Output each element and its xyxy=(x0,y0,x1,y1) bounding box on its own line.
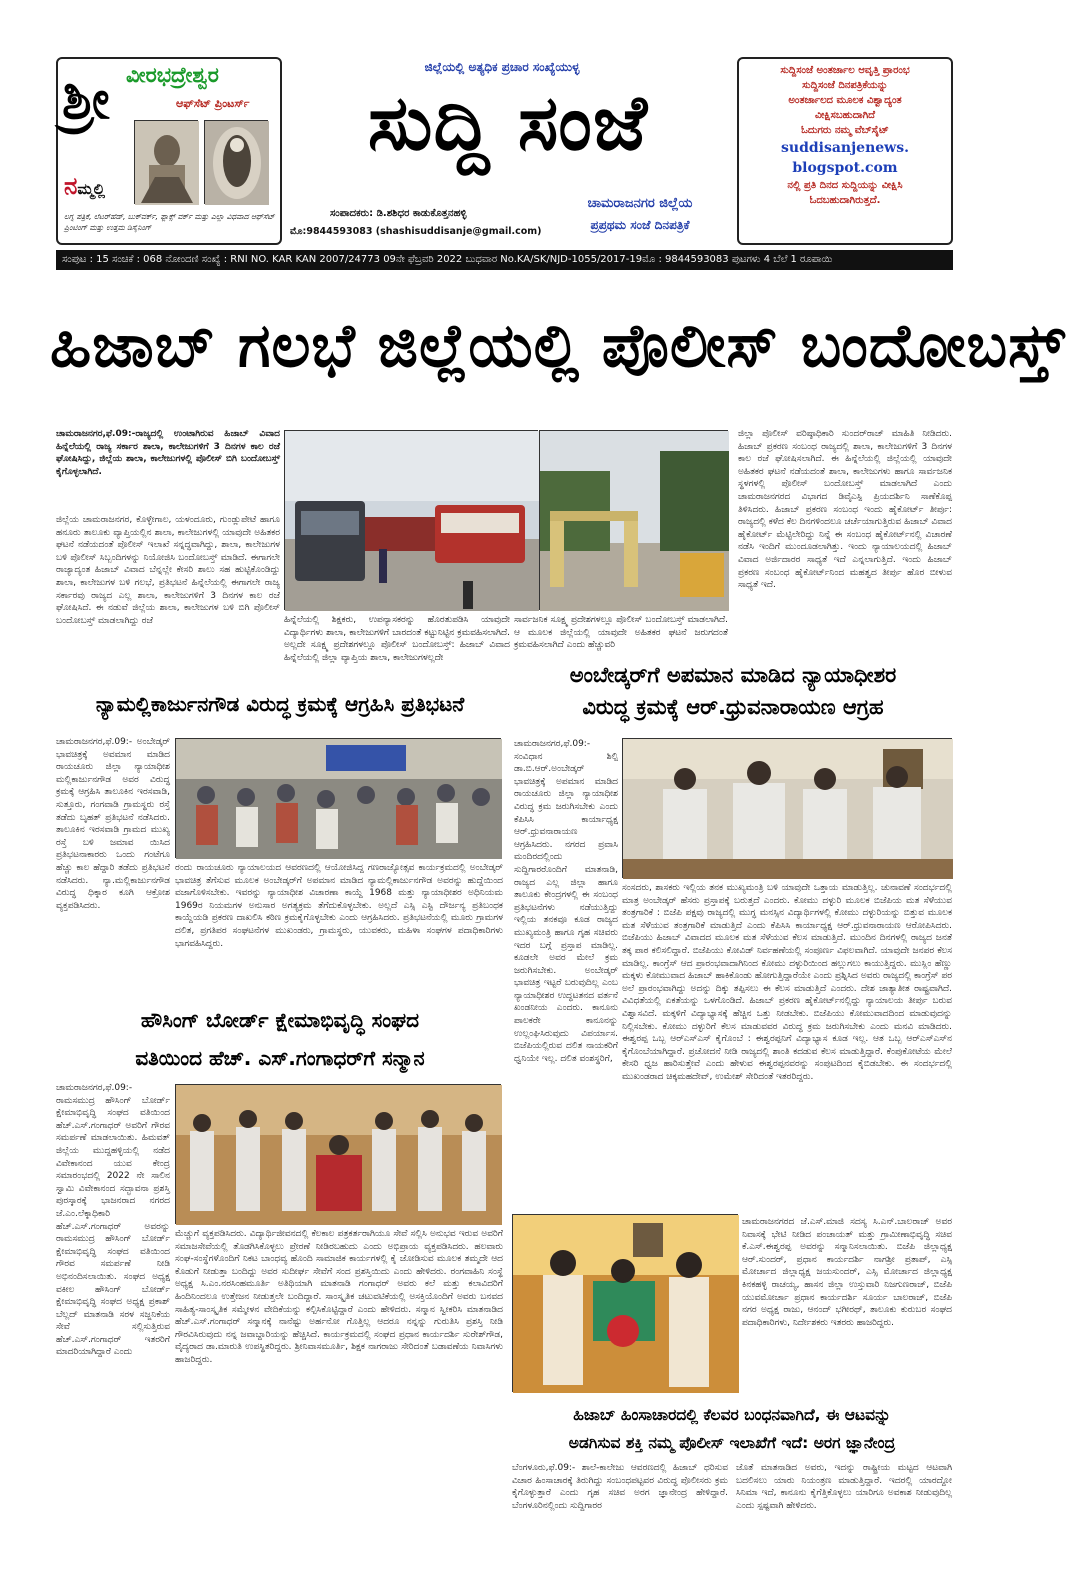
namm-text-rest: ಮ್ಮಲ್ಲಿ xyxy=(77,180,106,198)
story6-headline-line-1: ಹಿಜಾಬ್ ಹಿಂಸಾಚಾರದಲ್ಲಿ ಕೆಲವರ ಬಂಧನವಾಗಿದೆ, ಈ ಆಟವನ್ನು xyxy=(573,1406,891,1424)
web-edition-line-1: ಸುದ್ದಿಸಂಜೆ ಅಂತರ್ಜಾಲ ಆವೃತ್ತಿ ಪ್ರಾರಂಭ xyxy=(780,65,910,76)
story1-photo-buses xyxy=(284,430,538,610)
story1-caption-left: ಹಿನ್ನೆಲೆಯಲ್ಲಿ ಶಿಕ್ಷಕರು, ಉಪನ್ಯಾಸಕರನ್ನು ಹೊರತುಪಡಿಸಿ ಯಾವುದೇ ವಿದ್ಯಾರ್ಥಿಗಳು ಶಾಲಾ, ಕಾಲೇಜುಗಳಿಗೆ ಬಾರದಂತೆ ಕಟ್ಟುನಿಟ್ಟಿನ ಕ್ರಮವಹಿಸಲಾಗಿದೆ. ಅಲ್ಲದೇ ಸೂಕ್ಷ್ಮ ಪ್ರದೇಶಗಳಲ್ಲೂ ಪೊಲೀಸ್ ಬಂದೋಬಸ್ತ್: ಹಿಜಾಬ್ ವಿವಾದ ಹಿನ್ನೆಲೆಯಲ್ಲಿ ಜಿಲ್ಲಾ ವ್ಯಾಪ್ತಿಯ ಶಾಲಾ, ಕಾಲೇಜುಗಳಲ್ಲದೇ xyxy=(284,615,510,663)
story2-body: ರಂದು ರಾಯಚೂರು ನ್ಯಾಯಾಲಯದ ಆವರಣದಲ್ಲಿ ಆಯೋಜಿಸಿದ್ದ ಗಣರಾಜ್ಯೋತ್ಸವ ಕಾರ್ಯಕ್ರಮದಲ್ಲಿ ಅಂಬೇಡ್ಕರ್ ಭಾವಚಿತ್ರ ತೆಗೆಸುವ ಮೂಲಕ ಅಂಬೇಡ್ಕರ್‌ಗೆ ಅಪಮಾನ ಮಾಡಿದ ನ್ಯಾಮಲ್ಲಿಕಾರ್ಜುನಗೌಡ ಅವರನ್ನು ಹುದ್ದೆಯಿಂದ ವಜಾಗೊಳಿಸಬೇಕು. ಇವರನ್ನು ನ್ಯಾಯಾಧೀಶ ವಿಚಾರಣಾ ಕಾಯ್ದೆ 1968 ಮತ್ತು ನ್ಯಾಯಾಧೀಶರ ಅಧಿನಿಯಮ 1969ರ ನಿಯಮಗಳ ಅನುಸಾರ ಅಗತ್ಯಕ್ರಮ ತೆಗೆದುಕೊಳ್ಳಬೇಕು. ಅಲ್ಲದೆ ಎಸ್ಸಿ ಎಸ್ಟಿ ದೌರ್ಜನ್ಯ ಪ್ರತಿಬಂಧಕ ಕಾಯ್ದೆಯಡಿ ಪ್ರಕರಣ ದಾಖಲಿಸಿ ಕಠಿಣ ಕ್ರಮಕೈಗೊಳ್ಳಬೇಕು ಎಂದು ಆಗ್ರಹಿಸಿದರು. ಪ್ರತಿಭಟನೆಯಲ್ಲಿ ಮೂರು ಗ್ರಾಮಗಳ ದಲಿತ, ಪ್ರಗತಿಪರ ಸಂಘಟನೆಗಳ ಮುಖಂಡರು, ಗ್ರಾಮಸ್ಥರು, ಯುವಕರು, ಮಹಿಳಾ ಸಂಘಗಳ ಪದಾಧಿಕಾರಿಗಳು ಭಾಗವಹಿಸಿದ್ದರು. xyxy=(175,863,503,949)
web-edition-line-7: ಓದಬಹುದಾಗಿರುತ್ತದೆ. xyxy=(809,195,881,206)
editor-contact: ಮೊ:9844593083 (shashisuddisanje@gmail.com) xyxy=(290,226,542,237)
story6-headline-line-2: ಅಡಗಿಸುವ ಶಕ್ತಿ ನಮ್ಮ ಪೊಲೀಸ್ ಇಲಾಖೆಗೆ ಇದೆ: ಅರಗ ಜ್ಞಾನೇಂದ್ರ xyxy=(568,1434,896,1452)
editor-name: ಸಂಪಾದಕರು: ಡಿ.ಶಶಿಧರ ಕಾಡುಕೊತ್ತನಹಳ್ಳಿ xyxy=(330,208,467,219)
website-url-1[interactable]: suddisanjenews. xyxy=(781,140,909,156)
namm-text-n: ನ xyxy=(64,172,78,200)
left-advertisement xyxy=(56,57,282,245)
district-line-1: ಚಾಮರಾಜನಗರ ಜಿಲ್ಲೆಯ xyxy=(587,196,693,211)
deity-image-2 xyxy=(204,120,268,204)
issue-info-strip: ಸಂಪುಟ : 15 ಸಂಚಿಕೆ : 068 ನೋಂದಣಿ ಸಂಖ್ಯೆ : RNI NO. KAR KAN 2007/24773 09ನೇ ಫೆಬ್ರವರಿ 2022 ಬುಧವಾರ No.KA/SK/NJD-1055/2017-19ಮೊ : 9844593083 ಪುಟಗಳು 4 ಬೆಲೆ 1 ರೂಪಾಯಿ xyxy=(56,250,953,270)
story2-side-column: ಚಾಮರಾಜನಗರ,ಫೆ.09:- ಅಂಬೇಡ್ಕರ್ ಭಾವಚಿತ್ರಕ್ಕೆ ಅವಮಾನ ಮಾಡಿದ ರಾಯಚೂರು ಜಿಲ್ಲಾ ನ್ಯಾಯಾಧೀಶ ಮಲ್ಲಿಕಾರ್ಜುನಗೌಡ ಅವರ ವಿರುದ್ಧ ಕ್ರಮಕ್ಕೆ ಆಗ್ರಹಿಸಿ ತಾಲೂಕಿನ ಇರಸವಾಡಿ, ಸುತ್ತೂರು, ಗಂಗವಾಡಿ ಗ್ರಾಮಸ್ಥರು ರಸ್ತೆ ತಡೆದು ಬೃಹತ್ ಪ್ರತಿಭಟನೆ ನಡೆಸಿದರು. ತಾಲೂಕಿನ ಇರಸವಾಡಿ ಗ್ರಾಮದ ಮುಖ್ಯ ರಸ್ತೆ ಬಳಿ ಜಮಾವ ಯಿಸಿದ ಪ್ರತಿಭಟನಾಕಾರರು ಒಂದು ಗಂಟೆಗೂ ಹೆಚ್ಚು ಕಾಲ ಹೆದ್ದಾರಿ ತಡೆದು ಪ್ರತಿಭಟನೆ ನಡೆಸಿದರು. ನ್ಯಾ.ಮಲ್ಲಿಕಾರ್ಜುನಗೌಡ ವಿರುದ್ಧ ಧಿಕ್ಕಾರ ಕೂಗಿ ಆಕ್ರೋಶ ವ್ಯಕ್ತಪಡಿಸಿದರು. xyxy=(56,737,170,911)
story2-photo-protest xyxy=(175,738,501,858)
web-edition-line-5: ಓದುಗರು ನಮ್ಮ ವೆಬ್‌ಸೈಟ್ xyxy=(801,125,889,136)
story3-headline-line-2: ವತಿಯಿಂದ ಹೆಚ್. ಎಸ್.ಗಂಗಾಧರ್‌ಗೆ ಸನ್ಮಾನ xyxy=(135,1046,425,1070)
story1-body: ಜಿಲ್ಲೆಯ ಚಾಮರಾಜನಗರ, ಕೊಳ್ಳೇಗಾಲ, ಯಳಂದೂರು, ಗುಂಡ್ಲುಪೇಟೆ ಹಾಗೂ ಹನೂರು ತಾಲೂಕು ವ್ಯಾಪ್ತಿಯಲ್ಲಿನ ಶಾಲಾ, ಕಾಲೇಜುಗಳಲ್ಲಿ ಯಾವುದೇ ಅಹಿತಕರ ಘಟನೆ ನಡೆಯದಂತೆ ಪೊಲೀಸ್ ಇಲಾಖೆ ಸನ್ನದ್ಧವಾಗಿದ್ದು, ಶಾಲಾ, ಕಾಲೇಜುಗಳ ಬಳಿ ಪೊಲೀಸ್ ಸಿಬ್ಬಂದಿಗಳನ್ನು ನಿಯೋಜಿಸಿ ಬಂದೋಬಸ್ತ್ ಮಾಡಿದೆ. ಈಗಾಗಲೇ ರಾಜ್ಯಾದ್ಯಂತ ಹಿಜಾಬ್ ವಿವಾದ ಬೆನ್ನಲ್ಲೇ ಕೇಸರಿ ಶಾಲು ಸಹ ಹುಟ್ಟಿಕೊಂಡಿದ್ದು ಶಾಲಾ, ಕಾಲೇಜುಗಳ ಬಳಿ ಗಲಭೆ, ಪ್ರತಿಭಟನೆ ಹಿನ್ನೆಲೆಯಲ್ಲಿ ಈಗಾಗಲೇ ರಾಜ್ಯ ಸರ್ಕಾರವು ರಾಜ್ಯದ ಎಲ್ಲ ಶಾಲಾ, ಕಾಲೇಜುಗಳಿಗೆ 3 ದಿನಗಳ ಕಾಲ ರಜೆ ಘೋಷಿಸಿದೆ. ಈ ನಡುವೆ ಜಿಲ್ಲೆಯ ಶಾಲಾ, ಕಾಲೇಜುಗಳ ಬಳಿ ಬಿಗಿ ಪೊಲೀಸ್ ಬಂದೋಬಸ್ತ್ ಮಾಡಲಾಗಿದ್ದು ರಜೆ xyxy=(56,515,280,626)
story1-right-column: ಜಿಲ್ಲಾ ಪೊಲೀಸ್ ವರಿಷ್ಠಾಧಿಕಾರಿ ಸುಂದರ್‌ರಾಜ್ ಮಾಹಿತಿ ನೀಡಿದರು. ಹಿಜಾಬ್ ಪ್ರಕರಣ ಸಂಬಂಧ ರಾಜ್ಯದಲ್ಲಿ ಶಾಲಾ, ಕಾಲೇಜುಗಳಿಗೆ 3 ದಿನಗಳ ಕಾಲ ರಜೆ ಘೋಷಿಸಲಾಗಿದೆ. ಈ ಹಿನ್ನೆಲೆಯಲ್ಲಿ ಜಿಲ್ಲೆಯಲ್ಲಿ ಯಾವುದೇ ಅಹಿತಕರ ಘಟನೆ ನಡೆಯದಂತೆ ಶಾಲಾ, ಕಾಲೇಜುಗಳು ಹಾಗೂ ಸಾರ್ವಜನಿಕ ಸ್ಥಳಗಳಲ್ಲಿ ಪೊಲೀಸ್ ಬಂದೋಬಸ್ತ್ ಮಾಡಲಾಗಿದೆ ಎಂದು ಚಾಮರಾಜನಗರದ ವಿಭಾಗದ ಡಿವೈಎಸ್ಪಿ ಪ್ರಿಯದರ್ಶಿನಿ ಸಾಣೆಕೊಪ್ಪ ತಿಳಿಸಿದರು. ಹಿಜಾಬ್ ಪ್ರಕರಣ ಸಂಬಂಧ ಇಂದು ಹೈಕೋರ್ಟ್ ತೀರ್ಪು: ರಾಜ್ಯದಲ್ಲಿ ಕಳೆದ ಕೆಲ ದಿನಗಳಿಂದಲೂ ಚರ್ಚೆಯಾಗುತ್ತಿರುವ ಹಿಜಾಬ್ ವಿವಾದ ಹೈಕೋರ್ಟ್ ಮೆಟ್ಟಿಲೇರಿದ್ದು ನಿನ್ನೆ ಈ ಸಂಬಂಧ ಹೈಕೋರ್ಟ್‌ನಲ್ಲಿ ವಿಚಾರಣೆ ನಡೆಸಿ ಇಂದಿಗೆ ಮುಂದೂಡಲಾಗಿತ್ತು. ಇಂದು ನ್ಯಾಯಾಲಯದಲ್ಲಿ ಹಿಜಾಬ್ ವಿವಾದ ಅರ್ಜಿದಾರರ ಸಾಧ್ಯತೆ ಇದೆ ಎನ್ನಲಾಗುತ್ತಿದೆ. ಇಂದು ಹಿಜಾಬ್ ಪ್ರಕರಣ ಸಂಬಂಧ ಹೈಕೋರ್ಟ್‌ನಿಂದ ಮಹತ್ವದ ತೀರ್ಪು ಹೊರ ಬೀಳುವ ಸಾಧ್ಯತೆ ಇದೆ. xyxy=(738,429,952,591)
story4-side-column: ಚಾಮರಾಜನಗರ,ಫೆ.09:- ಸಂವಿಧಾನ ಶಿಲ್ಪಿ ಡಾ.ಬಿ.ಆರ್.ಅಂಬೇಡ್ಕರ್ ಭಾವಚಿತ್ರಕ್ಕೆ ಅಪಮಾನ ಮಾಡಿದ ರಾಯಚೂರು ಜಿಲ್ಲಾ ನ್ಯಾಯಾಧೀಶ ವಿರುದ್ಧ ಕ್ರಮ ಜರುಗಿಸಬೇಕು ಎಂದು ಕೆಪಿಸಿಸಿ ಕಾರ್ಯಾಧ್ಯಕ್ಷ ಆರ್.ಧ್ರುವನಾರಾಯಣ ಆಗ್ರಹಿಸಿದರು. ನಗರದ ಪ್ರವಾಸಿ ಮಂದಿರದಲ್ಲಿಂದು ಸುದ್ದಿಗಾರರೊಂದಿಗೆ ಮಾತನಾಡಿ, ರಾಜ್ಯದ ಎಲ್ಲ ಜಿಲ್ಲಾ ಹಾಗೂ ತಾಲೂಕು ಕೇಂದ್ರಗಳಲ್ಲಿ ಈ ಸಂಬಂಧ ಪ್ರತಿಭಟನೆಗಳು ನಡೆಯುತ್ತಿದ್ದು ಇಲ್ಲಿಯ ತನಕವೂ ಕೂಡ ರಾಜ್ಯದ ಮುಖ್ಯಮಂತ್ರಿ ಹಾಗೂ ಗೃಹ ಸಚಿವರು ಇದರ ಬಗ್ಗೆ ಪ್ರಸ್ತಾಪ ಮಾಡಿಲ್ಲ. ಕೂಡಲೇ ಅವರ ಮೇಲೆ ಕ್ರಮ ಜರುಗಿಸಬೇಕು. ಅಂಬೇಡ್ಕರ್ ಭಾವಚಿತ್ರ ಇಟ್ಟರೆ ಬರುವುದಿಲ್ಲ ಎಂಬ ನ್ಯಾಯಾಧೀಶರ ಉದ್ಧಟತನದ ವರ್ತನೆ ಖಂಡನೀಯ ಎಂದರು. ಕಾನೂನು ಪಾಲಕರೇ ಕಾನೂನನ್ನು ಉಲ್ಲಂಘಿಸಿರುವುದು ವಿಪರ್ಯಾಸ. ಬಿಜೆಪಿಯಲ್ಲಿರುವ ದಲಿತ ನಾಯಕರಿಗೆ ಧ್ವನಿಯೇ ಇಲ್ಲ. ದಲಿತ ವಂಶಸ್ಥರಿಗೆ, xyxy=(514,739,618,1064)
deity-image-1 xyxy=(134,120,198,204)
website-url-2[interactable]: blogspot.com xyxy=(792,160,898,176)
newspaper-title: ಸುದ್ದಿ ಸಂಜೆ xyxy=(367,78,649,167)
story5-photo-felicitation xyxy=(512,1214,738,1392)
story3-headline-line-1: ಹೌಸಿಂಗ್ ಬೋರ್ಡ್ ಕ್ಷೇಮಾಭಿವೃದ್ಧಿ ಸಂಘದ xyxy=(140,1008,420,1032)
namm-text xyxy=(64,172,105,200)
story2-headline: ನ್ಯಾಮಲ್ಲಿಕಾರ್ಜುನಗೌಡ ವಿರುದ್ಧ ಕ್ರಮಕ್ಕೆ ಆಗ್ರಹಿಸಿ ಪ್ರತಿಭಟನೆ xyxy=(95,692,465,716)
story5-text: ಚಾಮರಾಜನಗರದ ಜೆ.ಎಸ್.ಮಾಜಿ ಸದಸ್ಯ ಸಿ.ಎನ್.ಬಾಲರಾಜ್ ಅವರ ನಿವಾಸಕ್ಕೆ ಭೇಟಿ ನೀಡಿದ ಪಂಚಾಯತ್ ಮತ್ತು ಗ್ರಾಮೀಣಾಭಿವೃದ್ಧಿ ಸಚಿವ ಕೆ.ಎಸ್.ಈಶ್ವರಪ್ಪ ಅವರನ್ನು ಸನ್ಮಾನಿಸಲಾಯಿತು. ಬಿಜೆಪಿ ಜಿಲ್ಲಾಧ್ಯಕ್ಷ ಆರ್.ಸುಂದರ್, ಪ್ರಧಾನ ಕಾರ್ಯದರ್ಶಿ ನಾಗಶ್ರೀ ಪ್ರತಾಪ್, ಎಸ್ಸಿ ಮೋರ್ಚಾದ ಜಿಲ್ಲಾಧ್ಯಕ್ಷ ಜಯಸುಂದರ್, ಎಸ್ಸಿ ಮೋರ್ಚಾದ ಜಿಲ್ಲಾಧ್ಯಕ್ಷ ಕಿನಕಹಳ್ಳಿ ರಾಚಯ್ಯ, ಹಾಸನ ಜಿಲ್ಲಾ ಉಸ್ತುವಾರಿ ನಿಜಗುಣರಾಜ್, ಬಿಜೆಪಿ ಯುವಮೋರ್ಚಾ ಪ್ರಧಾನ ಕಾರ್ಯದರ್ಶಿ ಸೂರ್ಯ ಬಾಲರಾಜ್, ಬಿಜೆಪಿ ನಗರ ಅಧ್ಯಕ್ಷ ರಾಜು, ಆನಂದ್ ಭಗೀರಥ್, ತಾಲೂಕು ಕುರುಬರ ಸಂಘದ ಪದಾಧಿಕಾರಿಗಳು, ನಿರ್ದೇಶಕರು ಇತರರು ಹಾಜರಿದ್ದರು. xyxy=(742,1217,952,1328)
story4-headline-line-1: ಅಂಬೇಡ್ಕರ್‌ಗೆ ಅಪಮಾನ ಮಾಡಿದ ನ್ಯಾಯಾಧೀಶರ xyxy=(569,663,897,687)
web-edition-line-4: ವೀಕ್ಷಿಸಬಹುದಾಗಿದೆ xyxy=(814,110,876,121)
story3-photo-felicitation xyxy=(175,1084,501,1224)
story1-lead: ಚಾಮರಾಜನಗರ,ಫೆ.09:-ರಾಜ್ಯದಲ್ಲಿ ಉಂಟಾಗಿರುವ ಹಿಜಾಬ್ ವಿವಾದ ಹಿನ್ನೆಲೆಯಲ್ಲಿ ರಾಜ್ಯ ಸರ್ಕಾರ ಶಾಲಾ, ಕಾಲೇಜುಗಳಿಗೆ 3 ದಿನಗಳ ಕಾಲ ರಜೆ ಘೋಷಿಸಿದ್ದು, ಜಿಲ್ಲೆಯ ಶಾಲಾ, ಕಾಲೇಜುಗಳಲ್ಲಿ ಪೊಲೀಸ್ ಬಿಗಿ ಬಂದೋಬಸ್ತ್ ಕೈಗೊಳ್ಳಲಾಗಿದೆ. xyxy=(56,429,280,477)
story4-photo-press-meet xyxy=(622,738,952,878)
right-advertisement xyxy=(737,57,953,245)
web-edition-line-3: ಅಂತರ್ಜಾಲದ ಮೂಲಕ ವಿಶ್ವಾದ್ಯಂತ xyxy=(788,95,902,106)
story1-caption-right: ಸಾರ್ವಜನಿಕ ಸೂಕ್ಷ್ಮ ಪ್ರದೇಶಗಳಲ್ಲೂ ಪೊಲೀಸ್ ಬಂದೋಬಸ್ತ್ ಮಾಡಲಾಗಿದೆ. ಆ ಮೂಲಕ ಜಿಲ್ಲೆಯಲ್ಲಿ ಯಾವುದೇ ಅಹಿತಕರ ಘಟನೆ ಜರುಗದಂತೆ ಕ್ರಮವಹಿಸಲಾಗಿದೆ ಎಂದು ಹೆಚ್ಚುವರಿ xyxy=(514,615,728,651)
printer-services: ಲಗ್ನ ಪತ್ರಿಕೆ, ಲೆಟರ್‌ಹೆಡ್, ಬುಕ್‌ವರ್ಕ್, ಫ್ಲಾಕ್ಸ್ ವರ್ಕ್ ಮತ್ತು ಎಲ್ಲಾ ವಿಧವಾದ ಆಫ್‌ಸೆಟ್ ಪ್ರಿಂಟಿಂಗ್ ಮತ್ತು ಉತ್ತಮ ಡಿಸೈನಿಂಗ್ xyxy=(64,212,275,232)
story3-side-column: ಚಾಮರಾಜನಗರ,ಫೆ.09:- ರಾಮಸಮುದ್ರ ಹೌಸಿಂಗ್ ಬೋರ್ಡ್ ಕ್ಷೇಮಾಭಿವೃದ್ಧಿ ಸಂಘದ ವತಿಯಿಂದ ಹೆಚ್.ಎಸ್.ಗಂಗಾಧರ್ ಅವರಿಗೆ ಗೌರವ ಸಮರ್ಪಣೆ ಮಾಡಲಾಯಿತು. ಹಿಮವತ್ ಜಿಲ್ಲೆಯ ಮುದ್ದಹಳ್ಳಿಯಲ್ಲಿ ನಡೆದ ವಿವೇಕಾನಂದ ಯುವ ಕೇಂದ್ರ ಸಮಾರಂಭದಲ್ಲಿ 2022 ನೇ ಸಾಲಿನ ಸ್ವಾಮಿ ವಿವೇಕಾನಂದ ಸದ್ಭಾವನಾ ಪ್ರಶಸ್ತಿ ಪುರಸ್ಕಾರಕ್ಕೆ ಭಾಜನರಾದ ನಗರದ ಜೆ.ಎಂ.ಲೆಕ್ಕಾಧಿಕಾರಿ ಹೆಚ್.ಎಸ್.ಗಂಗಾಧರ್ ಅವರನ್ನು ರಾಮಸಮುದ್ರ ಹೌಸಿಂಗ್ ಬೋರ್ಡ್ ಕ್ಷೇಮಾಭಿವೃದ್ಧಿ ಸಂಘದ ವತಿಯಿಂದ ಗೌರವ ಸಮರ್ಪಣೆ ನೀಡಿ ಅಭಿನಂದಿಸಲಾಯಿತು. ಸಂಘದ ಅಧ್ಯಕ್ಷ ವಕೀಲ ಹೌಸಿಂಗ್ ಬೋರ್ಡ್ ಕ್ಷೇಮಾಭಿವೃದ್ಧಿ ಸಂಘದ ಅಧ್ಯಕ್ಷ ಪ್ರಕಾಶ್ ಬೆಲ್ಲದ್ ಮಾತನಾಡಿ ಸರಳ ಸಜ್ಜನಿಕೆಯ ಸೇವೆ ಸಲ್ಲಿಸುತ್ತಿರುವ ಹೆಚ್.ಎಸ್.ಗಂಗಾಧರ್ ಇತರರಿಗೆ ಮಾದರಿಯಾಗಿದ್ದಾರೆ ಎಂದು xyxy=(56,1083,170,1358)
story6-column-2: ಜೊತೆ ಮಾತನಾಡಿದ ಅವರು, ಇದನ್ನು ರಾಷ್ಟ್ರೀಯ ಮಟ್ಟದ ಆಟವಾಗಿ ಬದಲಿಸಲು ಯಾರು ನಿಯಂತ್ರಣ ಮಾಡುತ್ತಿದ್ದಾರೆ. ಇದರಲ್ಲಿ ಯಾರದ್ದೋ ಸಿನಿಮಾ ಇದೆ, ಕಾನೂನು ಕೈಗೆತ್ತಿಕೊಳ್ಳಲು ಯಾರಿಗೂ ಅವಕಾಶ ನೀಡುವುದಿಲ್ಲ ಎಂದು ಸ್ಪಷ್ಟವಾಗಿ ಹೇಳಿದರು. xyxy=(736,1463,952,1511)
web-edition-line-2: ಸುದ್ದಿಸಂಜೆ ದಿನಪತ್ರಿಕೆಯನ್ನು xyxy=(802,80,888,91)
story6-column-1: ಬೆಂಗಳೂರು,ಫೆ.09:- ಶಾಲೆ-ಕಾಲೇಜು ಆವರಣದಲ್ಲಿ ಹಿಜಾಬ್ ಧರಿಸುವ ವಿಚಾರ ಹಿಂಸಾಚಾರಕ್ಕೆ ತಿರುಗಿದ್ದು ಸಂಬಂಧಪಟ್ಟವರ ವಿರುದ್ಧ ಪೊಲೀಸರು ಕ್ರಮ ಕೈಗೊಳ್ಳುತ್ತಾರೆ ಎಂದು ಗೃಹ ಸಚಿವ ಅರಗ ಜ್ಞಾನೇಂದ್ರ ಹೇಳಿದ್ದಾರೆ. ಬೆಂಗಳೂರಿನಲ್ಲಿಂದು ಸುದ್ದಿಗಾರರ xyxy=(512,1463,728,1511)
printer-subtitle: ಆಫ್‌ಸೆಟ್ ಪ್ರಿಂಟರ್ಸ್ xyxy=(176,97,250,110)
story4-body: ಸಂಸದರು, ಶಾಸಕರು ಇಲ್ಲಿಯ ತನಕ ಮುಖ್ಯಮಂತ್ರಿ ಬಳಿ ಯಾವುದೇ ಒತ್ತಾಯ ಮಾಡುತ್ತಿಲ್ಲ. ಚುನಾವಣೆ ಸಂದರ್ಭದಲ್ಲಿ ಮಾತ್ರ ಅಂಬೇಡ್ಕರ್ ಹೆಸರು ಪ್ರಸ್ತಾಪಕ್ಕೆ ಬರುತ್ತದೆ ಎಂದರು. ಕೋಮು ದಳ್ಳುರಿ ಮೂಲಕ ಬಿಜೆಪಿಯ ಮತ ಸೆಳೆಯುವ ತಂತ್ರಗಾರಿಕೆ : ಬಿಜೆಪಿ ಪಕ್ಷವು ರಾಜ್ಯದಲ್ಲಿ ಮುಗ್ಧ ಮನಸ್ಸಿನ ವಿದ್ಯಾರ್ಥಿಗಳಲ್ಲಿ ಕೋಮು ದಳ್ಳುರಿಯನ್ನು ಬಿತ್ತುವ ಮೂಲಕ ಮತ ಸೆಳೆಯುವ ತಂತ್ರಗಾರಿಕೆ ಮಾಡುತ್ತಿದೆ ಎಂದು ಕೆಪಿಸಿಸಿ ಕಾರ್ಯಾಧ್ಯಕ್ಷ ಆರ್.ಧ್ರುವನಾರಾಯಣ ಆರೋಪಿಸಿದರು. ಬಿಜೆಪಿಯು ಹಿಜಾಬ್ ವಿವಾದದ ಮೂಲಕ ಮತ ಸೆಳೆಯುವ ಕೆಲಸ ಮಾಡುತ್ತಿದೆ. ಮುಂದಿನ ದಿನಗಳಲ್ಲಿ ರಾಜ್ಯದ ಜನತೆ ತಕ್ಕ ಪಾಠ ಕಲಿಸಲಿದ್ದಾರೆ. ಬಿಜೆಪಿಯು ಕೋವಿಡ್ ನಿರ್ವಹಣೆಯಲ್ಲಿ ಸಂಪೂರ್ಣ ವಿಫಲವಾಗಿದೆ. ಯಾವುದೇ ಜನಪರ ಕೆಲಸ ಮಾಡಿಲ್ಲ. ಕಾಂಗ್ರೆಸ್ ಆದ ಪ್ರಾರಂಭವಾದಾಗಿನಿಂದ ಕೋಮು ದಳ್ಳುರಿಯಿಂದ ಹಲ್ಲುಗಲು ಕಾಯುತ್ತಿದ್ದರು. ಮುಸ್ಲಿಂ ಹೆಣ್ಣು ಮಕ್ಕಳು ಕೋಮುವಾದ ಹಿಜಾಬ್ ಹಾಕಿಕೊಂಡು ಹೋಗುತ್ತಿದ್ದಾರೆಯೇ ಎಂದು ಪ್ರಶ್ನಿಸಿದ ಅವರು ರಾಜ್ಯದಲ್ಲಿ ಕಾಂಗ್ರೆಸ್ ಪರ ಅಲೆ ಪ್ರಾರಂಭವಾಗಿದ್ದು ಅದನ್ನು ದಿಕ್ಕು ತಪ್ಪಿಸಲು ಈ ಕೆಲಸ ಮಾಡುತ್ತಿದೆ ಎಂದರು. ದೇಶ ಜಾತ್ಯಾತೀತ ರಾಷ್ಟ್ರವಾಗಿದೆ. ವಿವಿಧತೆಯಲ್ಲಿ ಏಕತೆಯನ್ನು ಒಳಗೊಂಡಿದೆ. ಹಿಜಾಬ್ ಪ್ರಕರಣ ಹೈಕೋರ್ಟ್‌ನಲ್ಲಿದ್ದು ನ್ಯಾಯಾಲಯ ತೀರ್ಪು ಬರುವ ವಿಶ್ವಾಸವಿದೆ. ಮಕ್ಕಳಿಗೆ ವಿದ್ಯಾಭ್ಯಾಸಕ್ಕೆ ಹೆಚ್ಚಿನ ಒತ್ತು ನೀಡಬೇಕು. ಬಿಜೆಪಿಯು ಕೋಮುವಾದದಿಂದ ಮಾಡುವುದನ್ನು ನಿಲ್ಲಿಸಬೇಕು. ಕೋಮು ದಳ್ಳುರಿಗೆ ಕೆಲಸ ಮಾಡುವವರ ವಿರುದ್ಧ ಕ್ರಮ ಜರುಗಿಸಬೇಕು ಎಂದು ಮನವಿ ಮಾಡಿದರು. ಈಶ್ವರಪ್ಪ ಒಬ್ಬ ಆರ್‌ಎಸ್‌ಎಸ್ ಕೈಗೊಂಬೆ : ಈಶ್ವರಪ್ಪನಿಗೆ ವಿದ್ಯಾಭ್ಯಾಸ ಕೂಡ ಇಲ್ಲ. ಆತ ಒಬ್ಬ ಆರ್‌ಎಸ್‌ಎಸ್‌ನ ಕೈಗೊಂಬೆಯಾಗಿದ್ದಾರೆ. ಪ್ರಚೋದನೆ ನೀಡಿ ರಾಜ್ಯದಲ್ಲಿ ಶಾಂತಿ ಕದಡುವ ಕೆಲಸ ಮಾಡುತ್ತಿದ್ದಾರೆ. ಕೆಂಪುಕೋಟೆಯ ಮೇಲೆ ಕೇಸರಿ ಧ್ವಜ ಹಾರಿಸುತ್ತೇವೆ ಎಂದು ಹೇಳುವ ಈಶ್ವರಪ್ಪನವರನ್ನು ಸಂಪುಟದಿಂದ ಕೈಬಿಡಬೇಕು. ಈ ಸಂದರ್ಭದಲ್ಲಿ ಮುಖಂಡರಾದ ಚಿಕ್ಕಮಹದೇವ್, ಉಮೇಶ್ ಸೇರಿದಂತೆ ಇತರರಿದ್ದರು. xyxy=(622,883,952,1082)
story3-body: ಮೆಚ್ಚುಗೆ ವ್ಯಕ್ತಪಡಿಸಿದರು. ವಿದ್ಯಾರ್ಥಿಜೀವನದಲ್ಲಿ ಕೆಲಕಾಲ ಪತ್ರಕರ್ತರಾಗಿಯೂ ಸೇವೆ ಸಲ್ಲಿಸಿ ಅನುಭವ ಇರುವ ಅವರಿಗೆ ಸಮಾಜಸೇವೆಯಲ್ಲಿ ತೊಡಗಿಸಿಕೊಳ್ಳಲು ಪ್ರೇರಣೆ ನೀಡಿರಬಹುದು ಎಂದು ಅಭಿಪ್ರಾಯ ವ್ಯಕ್ತಪಡಿಸಿದರು. ಹಲವಾರು ಸಂಘ-ಸಂಸ್ಥೆಗಳೊಂದಿಗೆ ನಿಕಟ ಬಾಂಧವ್ಯ ಹೊಂದಿ ಸಾಮಾಜಿಕ ಕಾರ್ಯಗಳಲ್ಲಿ ಕೈ ಜೋಡಿಸುವ ಮೂಲಕ ತಮ್ಮದೇ ಆದ ಕೊಡುಗೆ ನೀಡುತ್ತಾ ಬಂದಿದ್ದು ಅವರ ಸುದೀರ್ಘ ಸೇವೆಗೆ ಸಂದ ಪ್ರಶಸ್ತಿಯಿದು ಎಂದು ಹೇಳಿದರು. ರಂಗವಾಹಿನಿ ಸಂಸ್ಥೆ ಅಧ್ಯಕ್ಷ ಸಿ.ಎಂ.ನರಸಿಂಹಮೂರ್ತಿ ಅತಿಥಿಯಾಗಿ ಮಾತನಾಡಿ ಗಂಗಾಧರ್ ಅವರು ಕಲೆ ಮತ್ತು ಕಲಾವಿದರಿಗೆ ಹಿಂದಿನಿಂದಲೂ ಉತ್ತೇಜನ ನೀಡುತ್ತಲೇ ಬಂದಿದ್ದಾರೆ. ಸಾಂಸ್ಕೃತಿಕ ಚಟುವಟಿಕೆಯಲ್ಲಿ ಅಸಕ್ತಿಯೊಂದಿಗೆ ಅವರು ಬನವದ ಸಾಹಿತ್ಯ-ಸಾಂಸ್ಕೃತಿಕ ಸಮ್ಮೇಳನ ವೇದಿಕೆಯನ್ನು ಕಲ್ಪಿಸಿಕೊಟ್ಟಿದ್ದಾರೆ ಎಂದು ಹೇಳಿದರು. ಸನ್ಮಾನ ಸ್ವೀಕರಿಸಿ ಮಾತನಾಡಿದ ಹೆಚ್.ಎಸ್.ಗಂಗಾಧರ್ ಸನ್ಮಾನಕ್ಕೆ ನಾನೆಷ್ಟು ಅರ್ಹನೋ ಗೊತ್ತಿಲ್ಲ ಆದರೂ ನನ್ನನ್ನು ಗುರುತಿಸಿ ಪ್ರಶಸ್ತಿ ನೀಡಿ ಗೌರವಿಸಿರುವುದು ನನ್ನ ಜವಾಬ್ದಾರಿಯನ್ನು ಹೆಚ್ಚಿಸಿದೆ. ಕಾರ್ಯಕ್ರಮದಲ್ಲಿ ಸಂಘದ ಪ್ರಧಾನ ಕಾರ್ಯದರ್ಶಿ ಸುರೇಶ್‌ಗೌಡ, ವೈದ್ಯರಾದ ಡಾ.ಮಾರುತಿ ಉಪಸ್ಥಿತರಿದ್ದರು. ಶ್ರೀನಿವಾಸಮೂರ್ತಿ, ಶಿಕ್ಷಕ ನಾಗರಾಜು ಸೇರಿದಂತೆ ಬಡಾವಣೆಯ ನಿವಾಸಿಗಳು ಹಾಜರಿದ್ದರು. xyxy=(175,1229,503,1365)
masthead-tagline: ಜಿಲ್ಲೆಯಲ್ಲಿ ಅತ್ಯಧಿಕ ಪ್ರಚಾರ ಸಂಖ್ಯೆಯುಳ್ಳ xyxy=(424,60,580,74)
story4-headline-line-2: ವಿರುದ್ಧ ಕ್ರಮಕ್ಕೆ ಆರ್.ಧ್ರುವನಾರಾಯಣ ಆಗ್ರಹ xyxy=(582,695,884,719)
district-line-2: ಪ್ರಪ್ರಥಮ ಸಂಜೆ ದಿನಪತ್ರಿಕೆ xyxy=(590,218,690,232)
main-headline: ಹಿಜಾಬ್ ಗಲಭೆ ಜಿಲ್ಲೆಯಲ್ಲಿ ಪೊಲೀಸ್ ಬಂದೋಬಸ್ತ್ xyxy=(50,311,1066,381)
story1-photo-gate xyxy=(539,430,728,610)
web-edition-line-6: ನಲ್ಲಿ ಪ್ರತಿ ದಿನದ ಸುದ್ದಿಯನ್ನು ವೀಕ್ಷಿಸಿ xyxy=(787,180,903,191)
printer-name: ವೀರಭದ್ರೇಶ್ವರ xyxy=(126,63,219,87)
shri-logo: ಶ್ರೀ xyxy=(62,67,110,131)
